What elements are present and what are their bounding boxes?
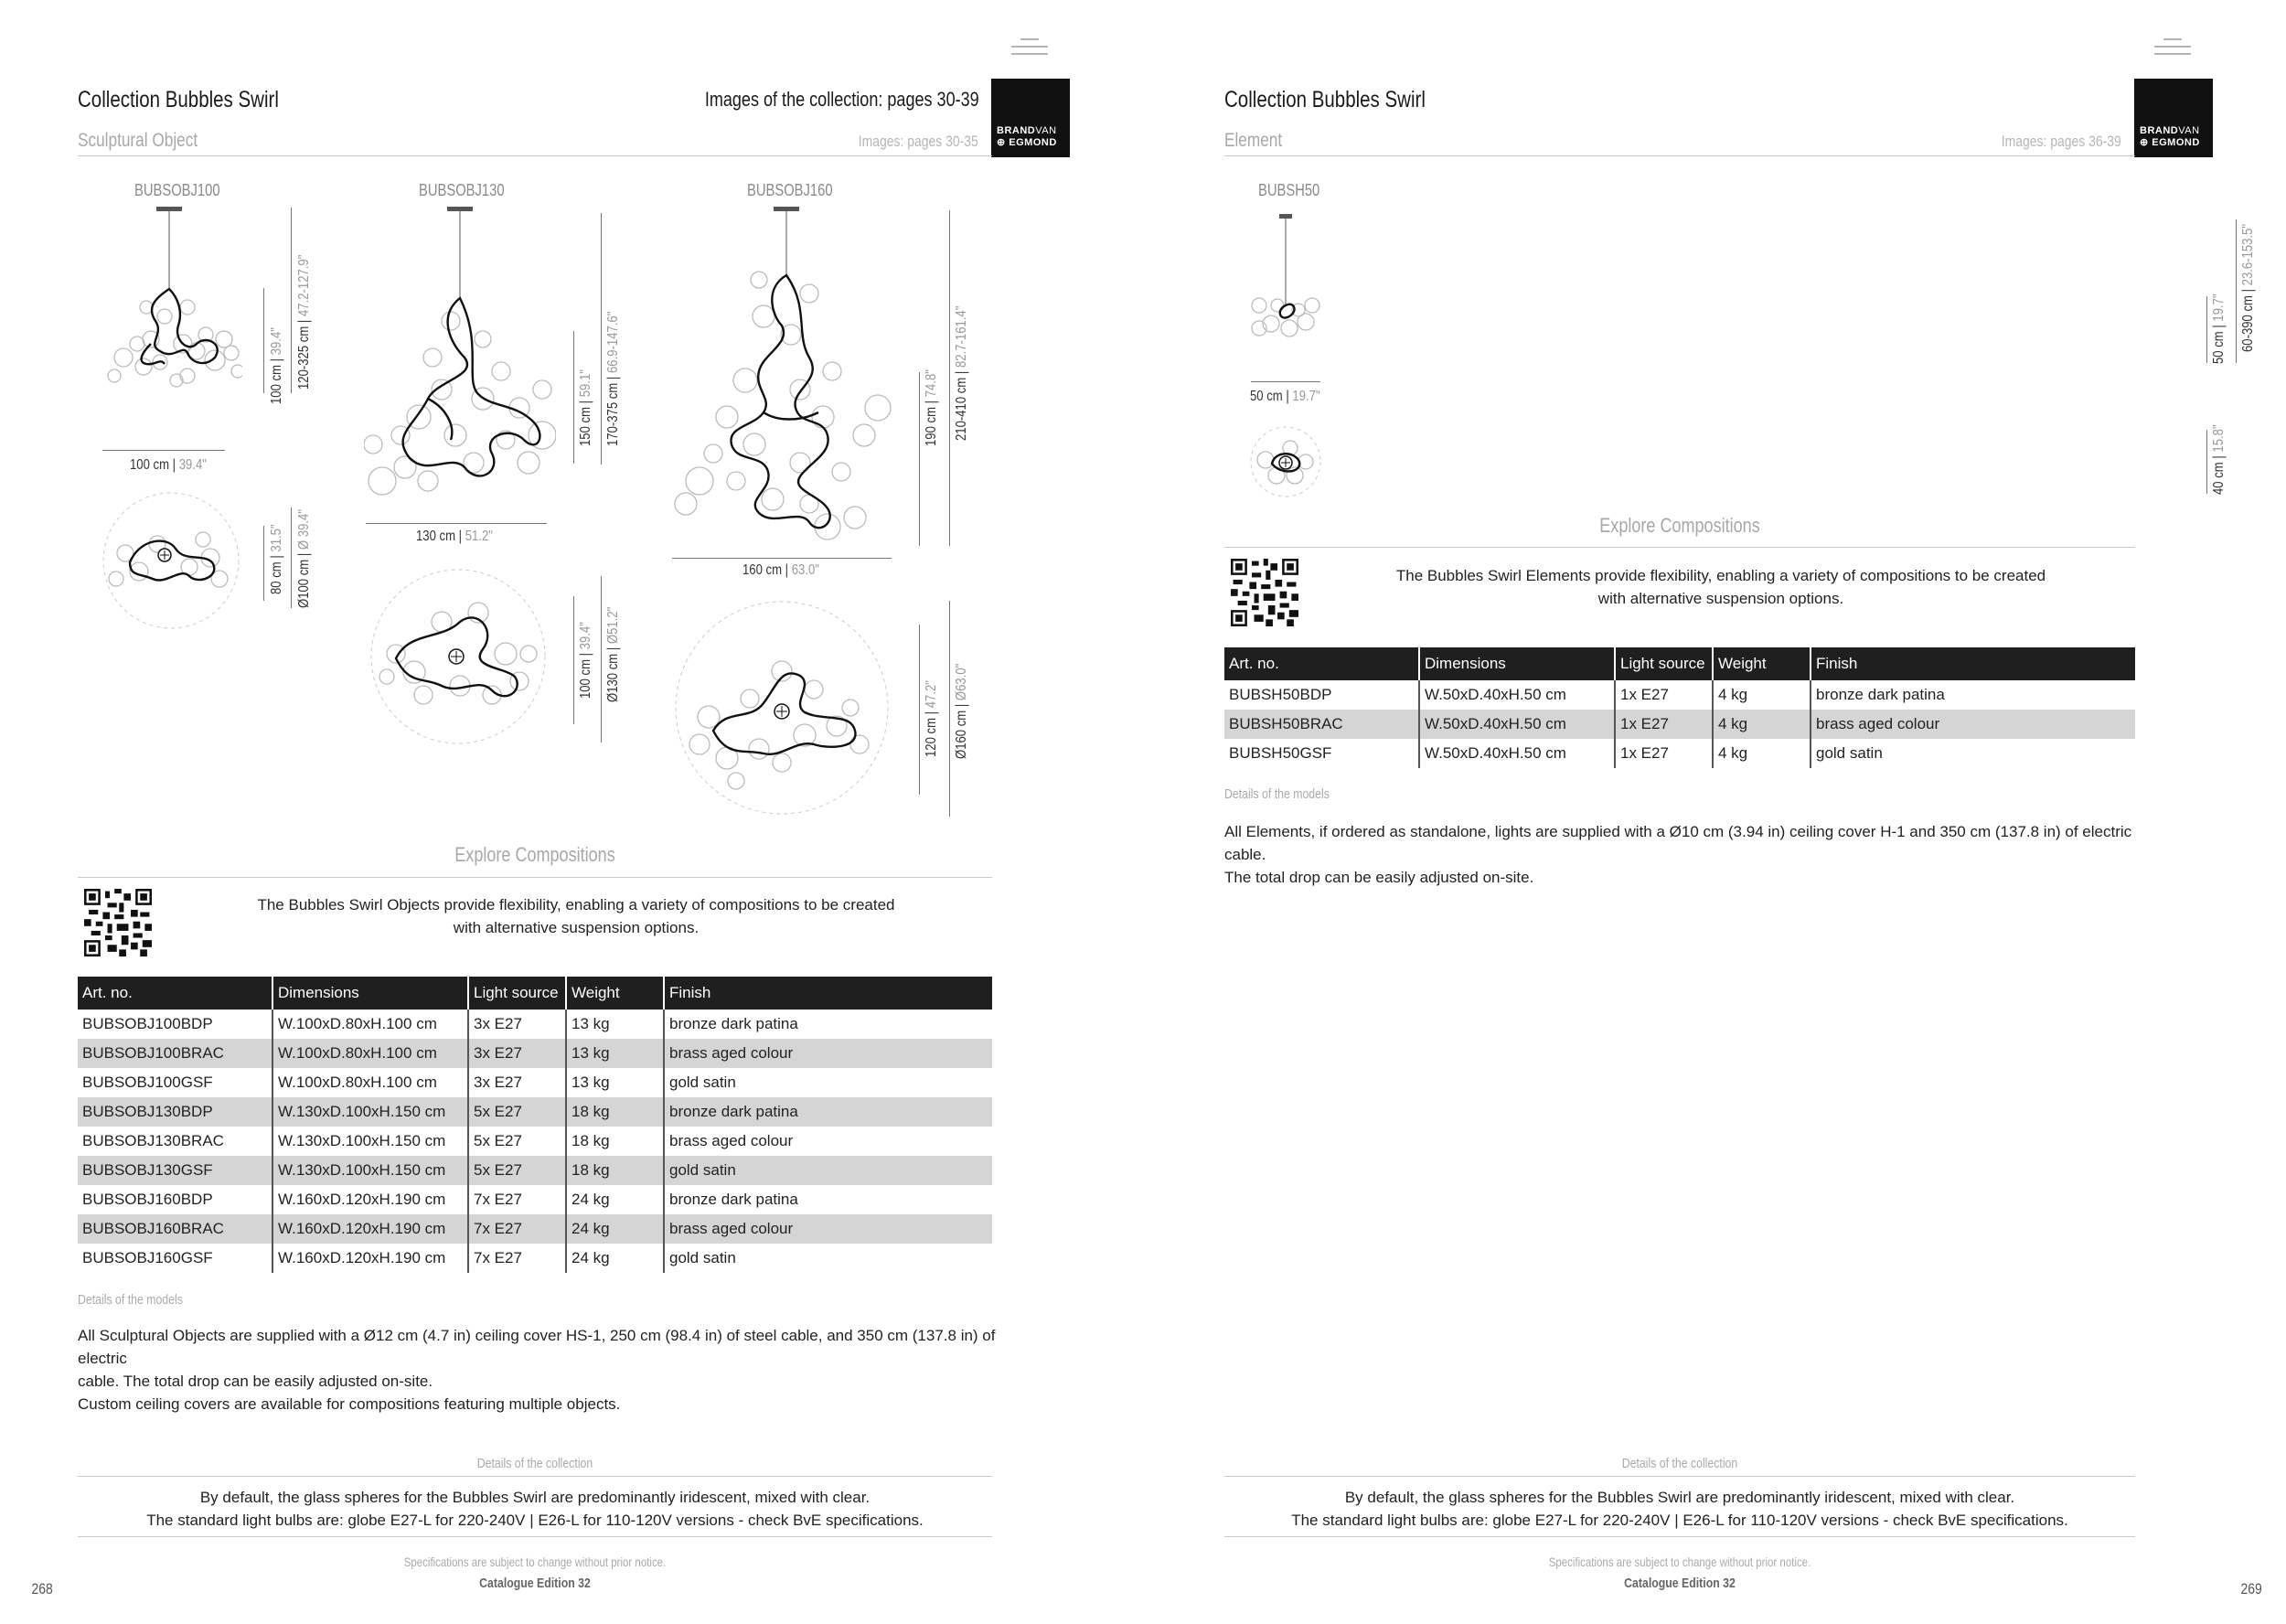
bubsobj130-top-height-dim: 100 cm | 39.4" — [578, 622, 593, 699]
details-models-label: Details of the models — [1224, 786, 1330, 802]
table-header-row: Art. no. Dimensions Light source Weight Finish — [1224, 647, 2135, 680]
bubsobj130-height-dim: 150 cm | 59.1" — [578, 369, 593, 446]
model-label-bubsobj100: BUBSOBJ100 — [134, 181, 220, 199]
bubsobj130-top-drawing — [369, 567, 548, 746]
bubsobj100-width-dim: 100 cm | 39.4" — [130, 457, 207, 473]
table-row: BUBSOBJ160BDP W.160xD.120xH.190 cm 7x E27 24 kg bronze dark patina — [78, 1185, 992, 1214]
menu-icon[interactable] — [2154, 38, 2191, 60]
table-row: BUBSH50GSF W.50xD.40xH.50 cm 1x E27 4 kg gold satin — [1224, 739, 2135, 768]
page-number: 268 — [31, 1580, 53, 1597]
bubsh50-height-dim: 50 cm | 19.7" — [2211, 294, 2227, 364]
bubsobj160-top-drawing — [672, 598, 892, 817]
model-label-bubsobj160: BUBSOBJ160 — [747, 181, 833, 199]
bubsh50-top-height-dim: 40 cm | 15.8" — [2211, 424, 2227, 495]
model-label-bubsh50: BUBSH50 — [1258, 181, 1320, 199]
bubsobj160-top-height-dim: 120 cm | 47.2" — [924, 680, 939, 757]
bubsobj130-side-drawing — [364, 207, 556, 499]
table-row: BUBSOBJ100GSF W.100xD.80xH.100 cm 3x E27 13 kg gold satin — [78, 1068, 992, 1097]
qr-code[interactable] — [84, 889, 152, 956]
table-row: BUBSOBJ160GSF W.160xD.120xH.190 cm 7x E27 24 kg gold satin — [78, 1244, 992, 1273]
details-models-text: All Sculptural Objects are supplied with a Ø12 cm (4.7 in) ceiling cover HS-1, 250 cm (98.4 in) of steel cable, and 350 cm (137.8 in) of electric cable. The total drop can be easily adjusted on-site. Custom ceiling covers are available for compositions featuring multiple objects. — [78, 1327, 996, 1413]
menu-icon[interactable] — [1011, 38, 1048, 60]
bubsobj130-drop-dim: 170-375 cm | 66.9-147.6" — [605, 311, 621, 446]
page-subtitle: Element — [1224, 130, 1283, 151]
page-title: Collection Bubbles Swirl — [78, 87, 279, 112]
catalogue-edition: Catalogue Edition 32 — [1624, 1576, 1736, 1591]
table-header-row: Art. no. Dimensions Light source Weight Finish — [78, 977, 992, 1010]
explore-compositions-title: Explore Compositions — [454, 843, 615, 866]
bubsobj100-drop-dim: 120-325 cm | 47.2-127.9" — [296, 254, 312, 390]
bubsh50-side-drawing — [1248, 214, 1321, 360]
bubsobj160-height-dim: 190 cm | 74.8" — [924, 369, 939, 446]
details-collection-text: By default, the glass spheres for the Bubbles Swirl are predominantly iridescent, mixed with clear. The standard light bulbs are: globe E27-L for 220-240V | E26-L for 110-120V versions - check BvE specifications. — [1291, 1489, 2068, 1529]
bubsobj160-side-drawing — [672, 207, 901, 545]
right-page — [1143, 0, 2286, 1624]
table-row: BUBSH50BDP W.50xD.40xH.50 cm 1x E27 4 kg bronze dark patina — [1224, 680, 2135, 710]
notice-text: Specifications are subject to change without prior notice. — [1548, 1555, 1811, 1569]
page-subtitle: Sculptural Object — [78, 130, 198, 151]
qr-code[interactable] — [1231, 559, 1298, 626]
images-pages-link[interactable]: Images: pages 30-35 — [859, 133, 978, 150]
bubsobj100-side-drawing — [96, 207, 242, 426]
table-row: BUBSOBJ160BRAC W.160xD.120xH.190 cm 7x E27 24 kg brass aged colour — [78, 1214, 992, 1244]
table-row: BUBSH50BRAC W.50xD.40xH.50 cm 1x E27 4 kg brass aged colour — [1224, 710, 2135, 739]
table-row: BUBSOBJ130BRAC W.130xD.100xH.150 cm 5x E27 18 kg brass aged colour — [78, 1127, 992, 1156]
bubsobj100-diameter-dim: Ø100 cm | Ø 39.4" — [296, 509, 312, 608]
bubsobj100-top-drawing — [102, 489, 240, 636]
page-title: Collection Bubbles Swirl — [1224, 87, 1426, 112]
details-models-label: Details of the models — [78, 1292, 183, 1308]
spec-table — [1224, 647, 2135, 768]
table-row: BUBSOBJ130GSF W.130xD.100xH.150 cm 5x E27 18 kg gold satin — [78, 1156, 992, 1185]
images-pages-link[interactable]: Images: pages 36-39 — [2002, 133, 2121, 150]
details-collection-text: By default, the glass spheres for the Bubbles Swirl are predominantly iridescent, mixed with clear. The standard light bulbs are: globe E27-L for 220-240V | E26-L for 110-120V versions - check BvE specifications. — [146, 1489, 924, 1529]
table-row: BUBSOBJ130BDP W.130xD.100xH.150 cm 5x E27 18 kg bronze dark patina — [78, 1097, 992, 1127]
table-row: BUBSOBJ100BDP W.100xD.80xH.100 cm 3x E27 13 kg bronze dark patina — [78, 1010, 992, 1039]
details-collection-label: Details of the collection — [476, 1456, 593, 1471]
header-divider — [78, 155, 992, 156]
explore-intro: The Bubbles Swirl Elements provide flexibility, enabling a variety of compositions to be created with alternative suspension options. — [1395, 567, 2046, 607]
explore-compositions-title: Explore Compositions — [1599, 514, 1760, 537]
catalogue-edition: Catalogue Edition 32 — [479, 1576, 591, 1591]
bubsobj130-width-dim: 130 cm | 51.2" — [416, 529, 493, 544]
bubsobj160-drop-dim: 210-410 cm | 82.7-161.4" — [954, 305, 969, 441]
page-number: 269 — [2240, 1580, 2262, 1597]
bubsh50-top-drawing — [1249, 425, 1322, 498]
bubsobj130-diameter-dim: Ø130 cm | Ø51.2" — [605, 606, 621, 702]
images-collection-link[interactable]: Images of the collection: pages 30-39 — [705, 88, 979, 111]
brand-logo: BRANDVAN ⊕ EGMOND — [991, 79, 1070, 157]
bubsobj160-width-dim: 160 cm | 63.0" — [742, 562, 819, 578]
details-models-text: All Elements, if ordered as standalone, lights are supplied with a Ø10 cm (3.94 in) ceiling cover H-1 and 350 cm (137.8 in) of electric cable. The total drop can be easily adjusted on-site. — [1224, 823, 2132, 886]
bubsh50-width-dim: 50 cm | 19.7" — [1250, 389, 1320, 404]
model-label-bubsobj130: BUBSOBJ130 — [419, 181, 505, 199]
bubsobj100-top-height-dim: 80 cm | 31.5" — [269, 524, 284, 594]
bubsh50-drop-dim: 60-390 cm | 23.6-153.5" — [2240, 223, 2256, 352]
details-collection-label: Details of the collection — [1621, 1456, 1738, 1471]
brand-logo: BRANDVAN ⊕ EGMOND — [2134, 79, 2213, 157]
spec-table — [78, 977, 992, 1273]
notice-text: Specifications are subject to change without prior notice. — [403, 1555, 667, 1569]
header-divider — [1224, 155, 2135, 156]
table-row: BUBSOBJ100BRAC W.100xD.80xH.100 cm 3x E27 13 kg brass aged colour — [78, 1039, 992, 1068]
bubsobj160-diameter-dim: Ø160 cm | Ø63.0" — [954, 663, 969, 759]
explore-intro: The Bubbles Swirl Objects provide flexibility, enabling a variety of compositions to be created with alternative suspension options. — [257, 896, 895, 936]
bubsobj100-height-dim: 100 cm | 39.4" — [269, 327, 284, 404]
